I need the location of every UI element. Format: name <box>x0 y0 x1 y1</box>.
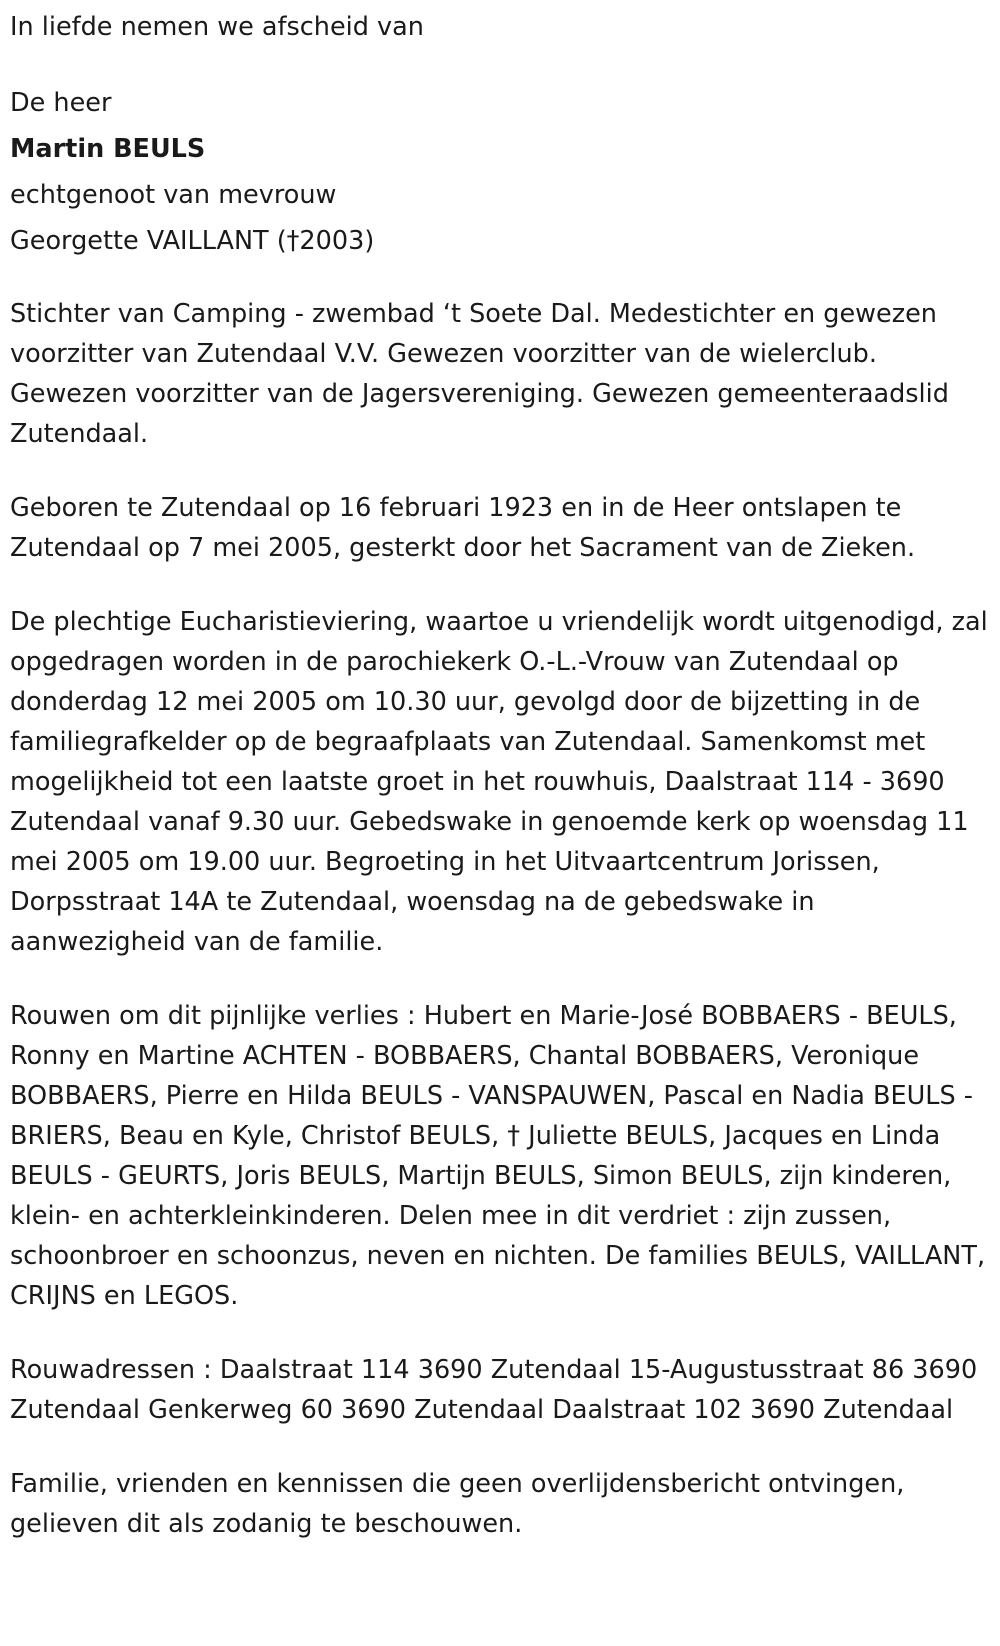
title-prefix: De heer <box>10 88 112 118</box>
spouse-intro: echtgenoot van mevrouw <box>10 180 337 210</box>
biography-paragraph: Stichter van Camping - zwembad ‘t Soete Dal. Medestichter en gewezen voorzitter van Zutendaal V.V. Gewezen voorzitter van de wielerclub. Gewezen voorzitter van de Jagersvereniging. Gewezen gemeenteraadslid Zutendaal. <box>10 299 949 449</box>
ceremony-paragraph: De plechtige Eucharistieviering, waartoe u vriendelijk wordt uitgenodigd, zal opgedragen worden in de parochiekerk O.-L.-Vrouw van Zutendaal op donderdag 12 mei 2005 om 10.30 uur, gevolgd door de bijzetting in de familiegrafkelder op de begraafplaats van Zutendaal. Samenkomst met mogelijkheid tot een laatste groet in het rouwhuis, Daalstraat 114 - 3690 Zutendaal vanaf 9.30 uur. Gebedswake in genoemde kerk op woensdag 11 mei 2005 om 19.00 uur. Begroeting in het Uitvaartcentrum Jorissen, Dorpsstraat 14A te Zutendaal, woensdag na de gebedswake in aanwezigheid van de familie. <box>10 607 988 957</box>
deceased-name: Martin BEULS <box>10 134 206 164</box>
addresses-paragraph: Rouwadressen : Daalstraat 114 3690 Zutendaal 15-Augustusstraat 86 3690 Zutendaal Genkerweg 60 3690 Zutendaal Daalstraat 102 3690 Zutendaal <box>10 1355 978 1425</box>
intro-text: In liefde nemen we afscheid van <box>10 12 424 42</box>
spacer <box>10 1316 990 1350</box>
birth-death-paragraph: Geboren te Zutendaal op 16 februari 1923 en in de Heer ontslapen te Zutendaal op 7 mei 2005, gesterkt door het Sacrament van de Zieken. <box>10 493 916 563</box>
spacer <box>10 454 990 488</box>
spacer <box>10 264 990 294</box>
spacer <box>10 962 990 996</box>
closing-paragraph: Familie, vrienden en kennissen die geen overlijdensbericht ontvingen, gelieven dit als zodanig te beschouwen. <box>10 1469 905 1539</box>
spacer <box>10 1430 990 1464</box>
spacer <box>10 50 990 80</box>
spouse-name: Georgette VAILLANT (†2003) <box>10 226 375 256</box>
mourners-paragraph: Rouwen om dit pijnlijke verlies : Hubert en Marie-José BOBBAERS - BEULS, Ronny en Martine ACHTEN - BOBBAERS, Chantal BOBBAERS, Veronique BOBBAERS, Pierre en Hilda BEULS - VANSPAUWEN, Pascal en Nadia BEULS - BRIERS, Beau en Kyle, Christof BEULS, † Juliette BEULS, Jacques en Linda BEULS - GEURTS, Joris BEULS, Martijn BEULS, Simon BEULS, zijn kinderen, klein- en achterkleinkinderen. Delen mee in dit verdriet : zijn zussen, schoonbroer en schoonzus, neven en nichten. De families BEULS, VAILLANT, CRIJNS en LEGOS. <box>10 1001 986 1311</box>
spacer <box>10 568 990 602</box>
